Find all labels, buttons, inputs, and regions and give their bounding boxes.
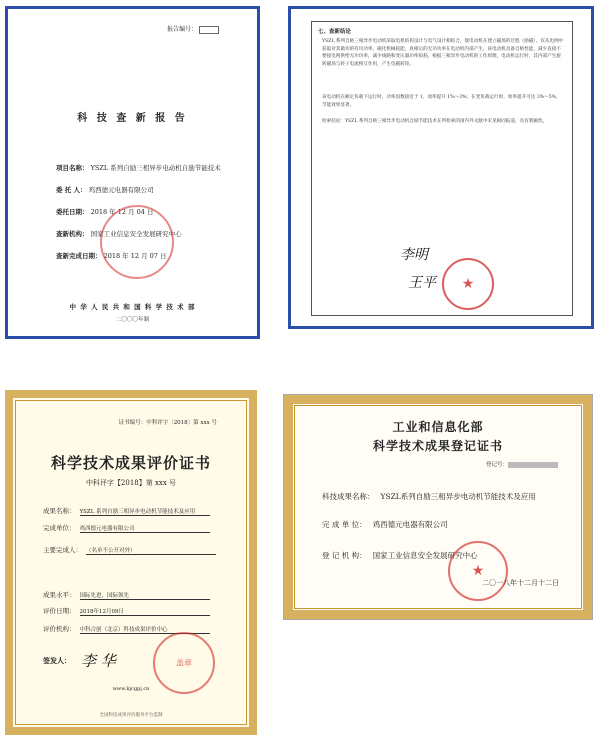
handwritten-signature: 李明 bbox=[400, 247, 428, 263]
field-achievement-level: 成果水平： 国际先进，国际领先 bbox=[43, 590, 210, 600]
seal-label: 盖章 bbox=[176, 658, 192, 668]
field-main-completers: 主要完成人： （名单不公开对外） bbox=[43, 545, 216, 555]
certificate-title: 科学技术成果登记证书 bbox=[372, 439, 503, 453]
red-seal bbox=[153, 632, 215, 694]
issuer-year: 二〇〇〇年制 bbox=[115, 317, 149, 323]
ministry-title: 工业和信息化部 bbox=[392, 420, 484, 434]
field-evaluation-date: 评价日期： 2018年12月09日 bbox=[43, 606, 210, 616]
issuer-label: 签发人： bbox=[43, 656, 71, 665]
evaluation-certificate bbox=[5, 390, 257, 735]
novelty-report-cover bbox=[5, 6, 260, 339]
report-title: 科 技 查 新 报 告 bbox=[77, 113, 188, 124]
field-project-name: 项目名称： YSZL 系列自励三相异步电动机自励节能技术 bbox=[56, 164, 221, 172]
registration-number: 登记号： bbox=[486, 460, 558, 468]
seal-star-icon: ★ bbox=[461, 276, 475, 292]
field-registration-institution: 登 记 机 构： 国家工业信息安全发展研究中心 bbox=[322, 551, 478, 560]
field-completion-unit: 完成单位： 鸡西德元电器有限公司 bbox=[43, 523, 210, 533]
report-number-box bbox=[199, 26, 219, 34]
certificate-number: 证书编号：中科评字〔2018〕第 xxx 号 bbox=[118, 420, 217, 426]
seal-star-icon: ★ bbox=[471, 563, 485, 579]
conclusion-paragraph: 检索结论：YSZL 系列自励三相异步电动机自励节能技术在所检索的国内外文献中未见相同报道，具有新颖性。 bbox=[322, 119, 548, 124]
field-achievement-name: 成果名称： YSZL 系列自励三相异步电动机节能技术及应用 bbox=[43, 506, 210, 516]
conclusion-paragraph: YSZL 系列自励三相异步电动机采取电机结构设计与电气设计相结合，使电动机在建立磁场的过程（励磁），仅从电网中获取对其做功的有功功率，磁化机械耗能，真相后的无功功率在电动机内部产生。该电动机具备自励性能，减少直接不要接电网供给无功功率，减少线路和变压器功率损耗。根据三相异步电动机的工作原理，电动机运行时，其内部产生旋转磁场与转子电流相互作用，产生电磁转矩。 bbox=[322, 39, 564, 67]
handwritten-signature: 王平 bbox=[408, 275, 436, 291]
field-completion-unit: 完 成 单 位： 鸡西德元电器有限公司 bbox=[322, 520, 448, 529]
field-search-institution: 查新机构： 国家工业信息安全发展研究中心 bbox=[56, 230, 182, 238]
certificate-subtitle: 中科评字【2018】第 xxx 号 bbox=[85, 479, 177, 487]
certificate-footer: 全国科技成果评价服务平台监制 bbox=[99, 713, 163, 718]
certificate-title: 科学技术成果评价证书 bbox=[50, 454, 211, 472]
registration-certificate bbox=[283, 394, 593, 620]
field-client: 委 托 人： 鸡西德元电器有限公司 bbox=[56, 186, 154, 194]
search-conclusion-page bbox=[288, 6, 594, 329]
handwritten-signature: 李 华 bbox=[81, 652, 116, 670]
report-number-label: 报告编号： bbox=[167, 26, 198, 33]
field-achievement-name: 科技成果名称： YSZL系列自励三相异步电动机节能技术及应用 bbox=[322, 492, 536, 501]
issuer-ministry: 中 华 人 民 共 和 国 科 学 技 术 部 bbox=[69, 303, 196, 311]
conclusion-heading: 七、查新结论 bbox=[318, 29, 352, 35]
field-evaluation-institution: 评价机构： 中科合创（北京）科技成果评价中心 bbox=[43, 624, 210, 634]
red-seal bbox=[100, 205, 174, 279]
red-seal bbox=[448, 541, 508, 601]
conclusion-paragraph: 该电动机在额定负载下运行时，功率因数接近于 1，效率提升 1%～3%；在变负载运行时，效率提升可达 3%～5%，节能效果显著。 bbox=[322, 95, 561, 108]
conclusion-frame bbox=[311, 21, 573, 316]
field-commission-date: 委托日期： 2018 年 12 月 04 日 bbox=[56, 208, 154, 216]
registration-date: 二〇一八年十二月十二日 bbox=[482, 579, 559, 587]
website-text: www.kjcgpj.cn bbox=[112, 686, 150, 692]
field-completion-date: 查新完成日期： 2018 年 12 月 07 日 bbox=[56, 252, 167, 260]
redacted-number bbox=[508, 462, 558, 468]
inner-border bbox=[15, 400, 247, 725]
report-number bbox=[167, 24, 219, 34]
red-seal bbox=[442, 258, 494, 310]
